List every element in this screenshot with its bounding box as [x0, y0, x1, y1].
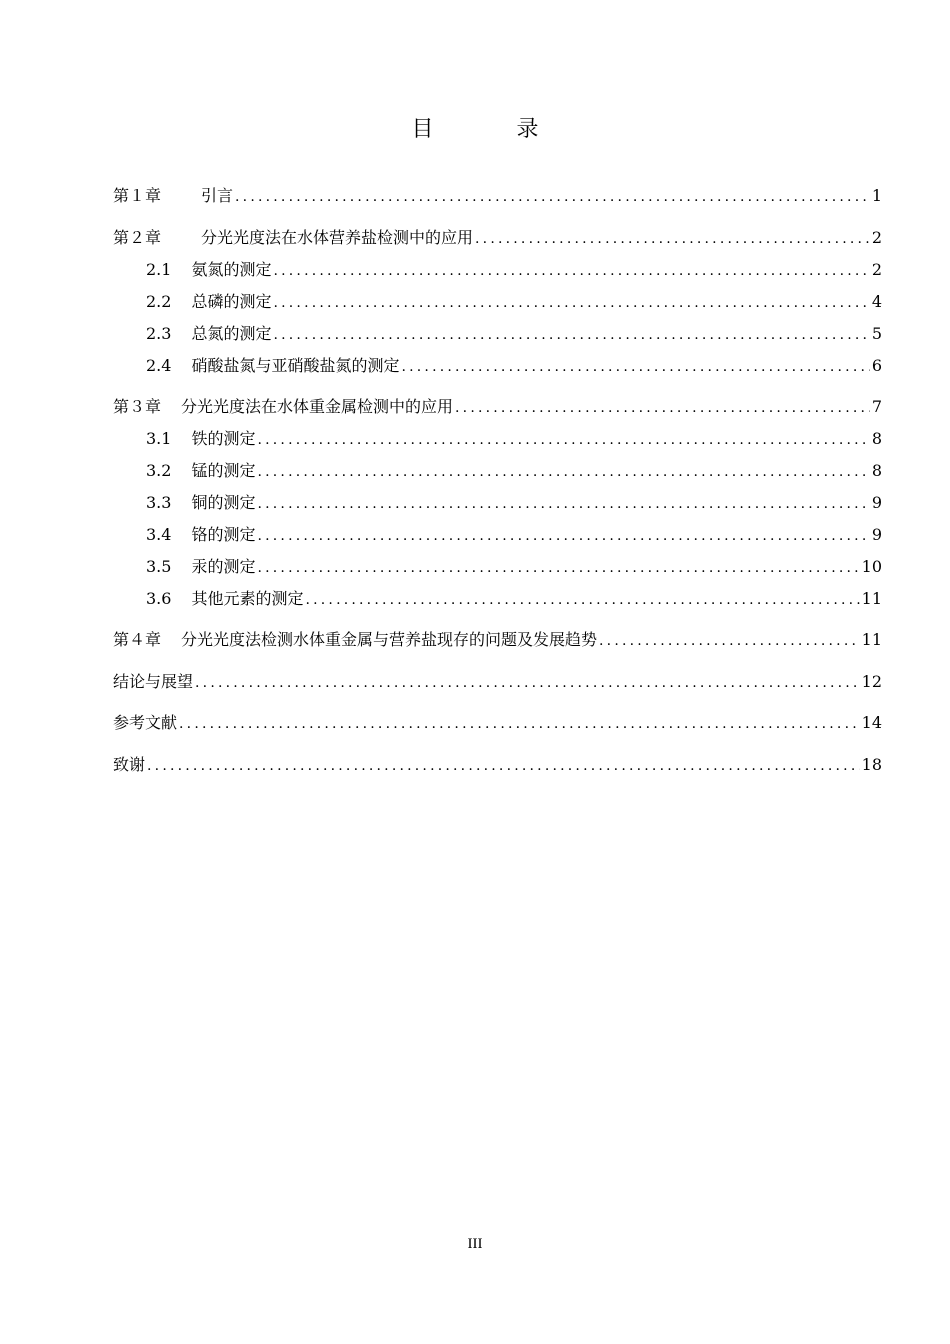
- dot-leader: [599, 629, 860, 653]
- dot-leader: [257, 492, 869, 516]
- toc-entry-section-3-4[interactable]: [146, 523, 882, 547]
- toc-entry-number: 第２章: [113, 228, 162, 247]
- toc-entry-number: 3.6: [146, 589, 172, 608]
- toc-entry-section-3-6[interactable]: [146, 587, 882, 611]
- toc-entry-label: 铁的测定: [191, 429, 256, 448]
- toc-entry-section-3-2[interactable]: [146, 459, 882, 483]
- dot-leader: [235, 185, 870, 209]
- toc-entry-chapter-4[interactable]: [113, 628, 882, 652]
- toc-entry-page: 9: [871, 493, 882, 512]
- toc-entry-number: 3.4: [146, 525, 172, 544]
- toc-entry-label: 锰的测定: [191, 461, 256, 480]
- dot-leader: [257, 428, 869, 452]
- dot-leader: [455, 396, 870, 420]
- toc-entry-conclusion[interactable]: [113, 670, 882, 694]
- toc-entry-chapter-2[interactable]: [113, 226, 882, 250]
- dot-leader: [305, 588, 859, 612]
- dot-leader: [273, 259, 869, 283]
- toc-entry-label: 分光光度法在水体营养盐检测中的应用: [201, 228, 474, 247]
- toc-entry-number: 3.3: [146, 493, 172, 512]
- toc-entry-page: 8: [871, 429, 882, 448]
- toc-entry-page: 7: [871, 397, 882, 416]
- toc-entry-label: 硝酸盐氮与亚硝酸盐氮的测定: [191, 356, 400, 375]
- toc-entry-label: 总氮的测定: [191, 324, 272, 343]
- toc-entry-page: 6: [871, 356, 882, 375]
- dot-leader: [475, 227, 870, 251]
- toc-entry-section-2-2[interactable]: [146, 290, 882, 314]
- page-number: III: [467, 1236, 483, 1252]
- toc-entry-page: 8: [871, 461, 882, 480]
- toc-entry-chapter-3[interactable]: [113, 395, 882, 419]
- toc-entry-label: 致谢: [113, 755, 146, 774]
- dot-leader: [257, 524, 869, 548]
- toc-entry-page: 1: [871, 186, 882, 205]
- toc-entry-label: 汞的测定: [191, 557, 256, 576]
- toc-entry-number: 第１章: [113, 186, 162, 205]
- toc-entry-label: 分光光度法在水体重金属检测中的应用: [181, 397, 454, 416]
- toc-entry-page: 4: [871, 292, 882, 311]
- toc-entry-page: 11: [861, 630, 882, 649]
- toc-entry-label: 总磷的测定: [191, 292, 272, 311]
- toc-entry-section-2-4[interactable]: [146, 354, 882, 378]
- toc-entry-number: 3.2: [146, 461, 172, 480]
- toc-entry-label: 分光光度法检测水体重金属与营养盐现存的问题及发展趋势: [181, 630, 598, 649]
- toc-entry-number: 2.2: [146, 292, 172, 311]
- toc-entry-number: 第３章: [113, 397, 162, 416]
- toc-entry-number: 2.3: [146, 324, 172, 343]
- toc-entry-page: 14: [861, 713, 882, 732]
- toc-entry-chapter-1[interactable]: [113, 184, 882, 208]
- dot-leader: [179, 712, 860, 736]
- toc-entry-label: 参考文献: [113, 713, 178, 732]
- dot-leader: [401, 355, 869, 379]
- toc-entry-label: 引言: [201, 186, 234, 205]
- dot-leader: [273, 323, 869, 347]
- toc-entry-section-3-1[interactable]: [146, 427, 882, 451]
- toc-entry-number: 3.5: [146, 557, 172, 576]
- toc-entry-section-3-5[interactable]: [146, 555, 882, 579]
- toc-entry-label: 铬的测定: [191, 525, 256, 544]
- toc-entry-label: 结论与展望: [113, 672, 194, 691]
- toc-entry-page: 18: [861, 755, 882, 774]
- toc-entry-number: 第４章: [113, 630, 162, 649]
- toc-entry-page: 11: [861, 589, 882, 608]
- toc-entry-acknowledgements[interactable]: [113, 753, 882, 777]
- toc-entry-page: 2: [871, 260, 882, 279]
- toc-entry-label: 氨氮的测定: [191, 260, 272, 279]
- dot-leader: [257, 460, 869, 484]
- page-title: 目 录: [411, 117, 577, 142]
- toc-entry-page: 5: [871, 324, 882, 343]
- toc-entry-references[interactable]: [113, 711, 882, 735]
- toc-entry-section-2-3[interactable]: [146, 322, 882, 346]
- toc-entry-label: 铜的测定: [191, 493, 256, 512]
- dot-leader: [195, 671, 860, 695]
- toc-entry-page: 12: [861, 672, 882, 691]
- toc-entry-section-2-1[interactable]: [146, 258, 882, 282]
- toc-entry-label: 其他元素的测定: [191, 589, 304, 608]
- toc-entry-section-3-3[interactable]: [146, 491, 882, 515]
- toc-entry-number: 2.4: [146, 356, 172, 375]
- toc-entry-number: 3.1: [146, 429, 172, 448]
- toc-entry-page: 10: [861, 557, 882, 576]
- dot-leader: [147, 754, 860, 778]
- toc-entry-page: 2: [871, 228, 882, 247]
- toc-entry-number: 2.1: [146, 260, 172, 279]
- toc-entry-page: 9: [871, 525, 882, 544]
- dot-leader: [257, 556, 859, 580]
- dot-leader: [273, 291, 869, 315]
